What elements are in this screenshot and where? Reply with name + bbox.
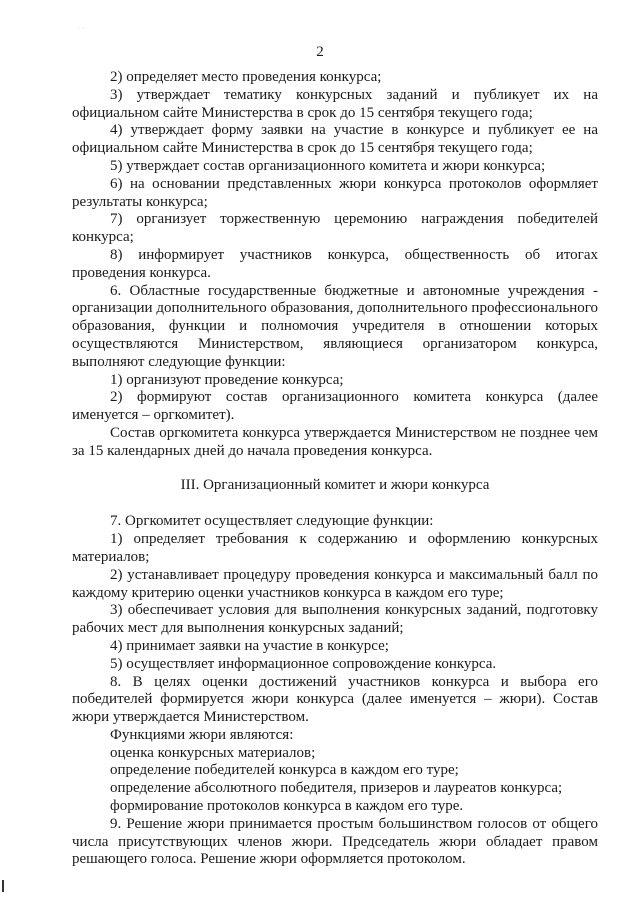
paragraph: 8. В целях оценки достижений участников конкурса и выбора его победителей формируется жюри конкурса (далее именуется – жюри). Состав жюри утверждается Министерством. <box>72 673 598 726</box>
paragraph: 5) осуществляет информационное сопровождение конкурса. <box>110 655 497 672</box>
jury-function-item: формирование протоколов конкурса в каждом его туре. <box>110 798 464 815</box>
paragraph: 9. Решение жюри принимается простым большинством голосов от общего числа присутствующих членов жюри. Председатель жюри обладает правом решающего голоса. Решение жюри оформляется протоколом. <box>72 815 598 868</box>
paragraph: 3) утверждает тематику конкурсных заданий и публикует их на официальном сайте Министерства в срок до 15 сентября текущего года; <box>72 86 598 121</box>
paragraph: 7) организует торжественную церемонию награждения победителей конкурса; <box>72 211 598 246</box>
jury-function-item: определение победителей конкурса в каждом его туре; <box>110 762 459 779</box>
section-heading: III. Организационный комитет и жюри конкурса <box>180 476 490 493</box>
jury-functions-heading: Функциями жюри являются: <box>110 726 294 743</box>
scan-artifact: · · <box>78 26 84 32</box>
scan-edge-mark <box>2 880 4 892</box>
paragraph: 1) организуют проведение конкурса; <box>110 371 344 388</box>
paragraph: 8) информирует участников конкурса, общественность об итогах проведения конкурса. <box>72 246 598 281</box>
paragraph: 6) на основании представленных жюри конкурса протоколов оформляет результаты конкурса; <box>72 175 598 210</box>
page-number: 2 <box>316 44 324 60</box>
document-body <box>72 69 598 869</box>
paragraph: 2) определяет место проведения конкурса; <box>110 69 382 85</box>
paragraph: 4) принимает заявки на участие в конкурсе; <box>110 637 389 654</box>
paragraph: 3) обеспечивает условия для выполнения конкурсных заданий, подготовку рабочих мест для выполнения конкурсных заданий; <box>72 602 598 637</box>
paragraph: 1) определяет требования к содержанию и оформлению конкурсных материалов; <box>72 531 598 565</box>
paragraph: Состав оргкомитета конкурса утверждается Министерством не позднее чем за 15 календарных дней до начала проведения конкурса. <box>72 424 598 459</box>
paragraph: 7. Оргкомитет осуществляет следующие функции: <box>110 513 434 530</box>
jury-function-item: определение абсолютного победителя, призеров и лауреатов конкурса; <box>110 780 563 797</box>
paragraph: 6. Областные государственные бюджетные и автономные учреждения - организации дополнительного образования, дополнительного профессионального образования, функции и полномочия учредителя в отношении которых осуществляются Министерством, являющиеся организатором конкурса, выполняют следующие функции: <box>72 282 598 370</box>
paragraph: 2) формируют состав организационного комитета конкурса (далее именуется – оргкомитет). <box>72 389 598 424</box>
paragraph: 4) утверждает форму заявки на участие в конкурсе и публикует ее на официальном сайте Министерства в срок до 15 сентября текущего года; <box>72 122 598 157</box>
jury-function-item: оценка конкурсных материалов; <box>110 744 316 761</box>
paragraph: 5) утверждает состав организационного комитета и жюри конкурса; <box>110 157 546 174</box>
paragraph: 2) устанавливает процедуру проведения конкурса и максимальный балл по каждому критерию оценки участников конкурса в каждом его туре; <box>72 566 598 601</box>
